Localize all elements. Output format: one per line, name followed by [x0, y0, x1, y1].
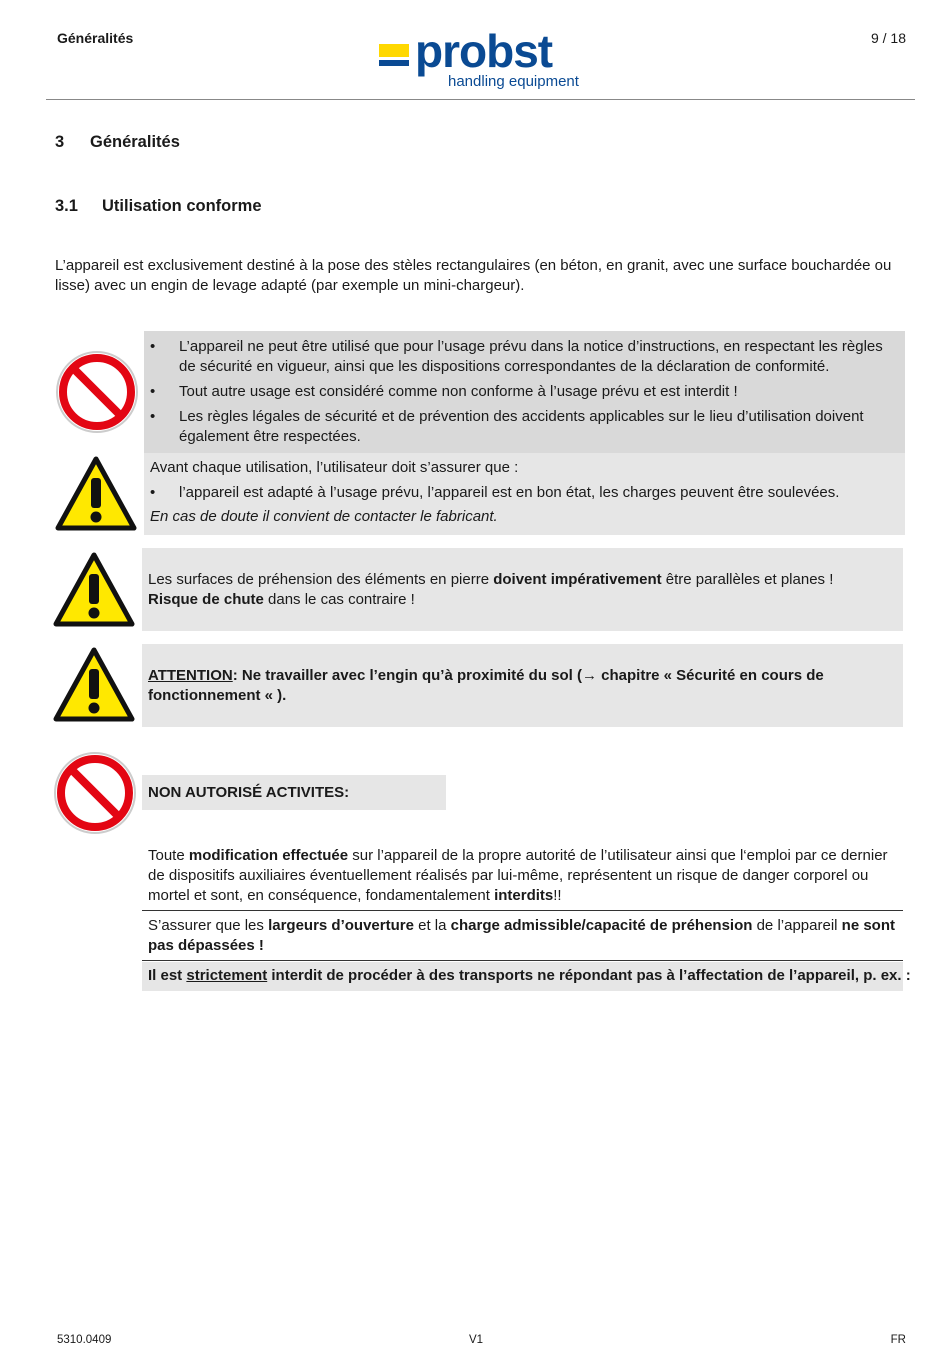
text-span: !!	[553, 887, 562, 904]
intro-paragraph: L’appareil est exclusivement destiné à la pose des stèles rectangulaires (en béton, en granit, avec une surface bouchardée ou lisse) avec un engin de levage adapté (par exemple un mini-chargeur).	[55, 257, 892, 294]
text-span: dans le cas contraire !	[263, 591, 415, 608]
emphasis-text: interdits	[494, 887, 554, 904]
rule-divider	[142, 960, 903, 961]
modification-paragraph	[148, 846, 893, 906]
text-span: chapitre « Sécurité en cours de fonctionnement « ).	[148, 667, 824, 704]
heading-1-number: 3	[55, 133, 65, 151]
footer-language: FR	[890, 1334, 906, 1346]
text-span: Toute	[148, 847, 189, 864]
warning-icon	[53, 647, 135, 728]
heading-2-title: Utilisation conforme	[102, 197, 262, 215]
pre-use-item: • l’appareil est adapté à l’usage prévu, l’appareil est en bon état, les charges peuvent être soulevées.	[144, 483, 905, 503]
usage-rules-box	[144, 331, 905, 453]
text-span: Il est	[148, 967, 187, 984]
warning-icon	[53, 552, 135, 633]
not-authorized-title-box	[142, 775, 446, 810]
text-span: S’assurer que les	[148, 917, 269, 934]
heading-2-number: 3.1	[55, 197, 78, 215]
prohibition-icon	[55, 350, 139, 439]
logo-word: probst	[415, 25, 553, 77]
usage-rule-item: • Tout autre usage est considéré comme non conforme à l’usage prévu et est interdit !	[144, 382, 897, 402]
rule-divider	[142, 910, 903, 911]
probst-logo	[379, 25, 594, 94]
emphasis-text: charge admissible/capacité de préhension	[450, 917, 753, 934]
text-span: et la	[413, 917, 451, 934]
logo-bars-icon	[379, 44, 409, 69]
text-span: Les surfaces de préhension des éléments en pierre	[148, 571, 494, 588]
prohibition-icon	[53, 751, 137, 840]
pre-use-check-box	[144, 453, 905, 535]
text-span: : Ne travailler avec l’engin qu’à proximité du sol (	[232, 667, 582, 684]
transport-prohibition-text	[142, 962, 911, 986]
footer-doc-id: 5310.0409	[57, 1334, 112, 1346]
transport-prohibition-box	[142, 962, 911, 991]
heading-1	[55, 133, 180, 152]
usage-rule-item: • L’appareil ne peut être utilisé que pour l’usage prévu dans la notice d’instructions, en respectant les règles de sécurité en vigueur, ainsi que les dispositions correspondantes de la déclaration de conformité.	[144, 337, 897, 377]
header-divider	[46, 99, 915, 100]
emphasis-text: Risque de chute	[148, 591, 264, 608]
arrow-icon: →	[581, 667, 597, 684]
warning-icon	[55, 456, 137, 537]
heading-1-title: Généralités	[90, 133, 180, 151]
usage-rule-item: • Les règles légales de sécurité et de prévention des accidents applicables sur le lieu d’utilisation doivent également être respectées.	[144, 407, 897, 447]
emphasis-text: doivent impérativement	[493, 571, 662, 588]
attention-box	[142, 644, 903, 727]
page-number: 9 / 18	[870, 30, 906, 46]
text-span: de l’appareil	[752, 917, 842, 934]
pre-use-note: En cas de doute il convient de contacter le fabricant.	[150, 508, 498, 525]
text-span: sur l’appareil de la propre autorité de l’utilisateur ainsi que l‘emploi par ce dernier de dispositifs auxiliaires éventuellement réalisés par lui-même, représentent un risque de danger corporel ou mortel et sont, en conséquence, fondamentalement	[148, 847, 888, 904]
emphasis-text: largeurs d’ouverture	[268, 917, 414, 934]
gripping-surface-warning-box	[142, 548, 903, 631]
gripping-surface-text	[142, 548, 903, 610]
text-span: interdit de procéder à des transports ne répondant pas à l’affectation de l’appareil, p. ex. :	[267, 967, 911, 984]
underlined-text: strictement	[186, 967, 268, 984]
not-authorized-title: NON AUTORISÉ ACTIVITES:	[148, 784, 350, 801]
header-section-title: Généralités	[57, 30, 134, 46]
logo-tagline: handling equipment	[448, 73, 579, 90]
attention-label: ATTENTION	[148, 667, 233, 684]
pre-use-intro: Avant chaque utilisation, l’utilisateur doit s’assurer que :	[150, 459, 519, 476]
attention-text	[142, 644, 903, 706]
text-span: être parallèles et planes !	[661, 571, 834, 588]
capacity-paragraph	[148, 916, 898, 956]
emphasis-text: ne sont pas dépassées !	[148, 917, 895, 954]
heading-2	[55, 197, 262, 216]
footer-version: V1	[469, 1334, 484, 1346]
emphasis-text: modification effectuée	[188, 847, 349, 864]
